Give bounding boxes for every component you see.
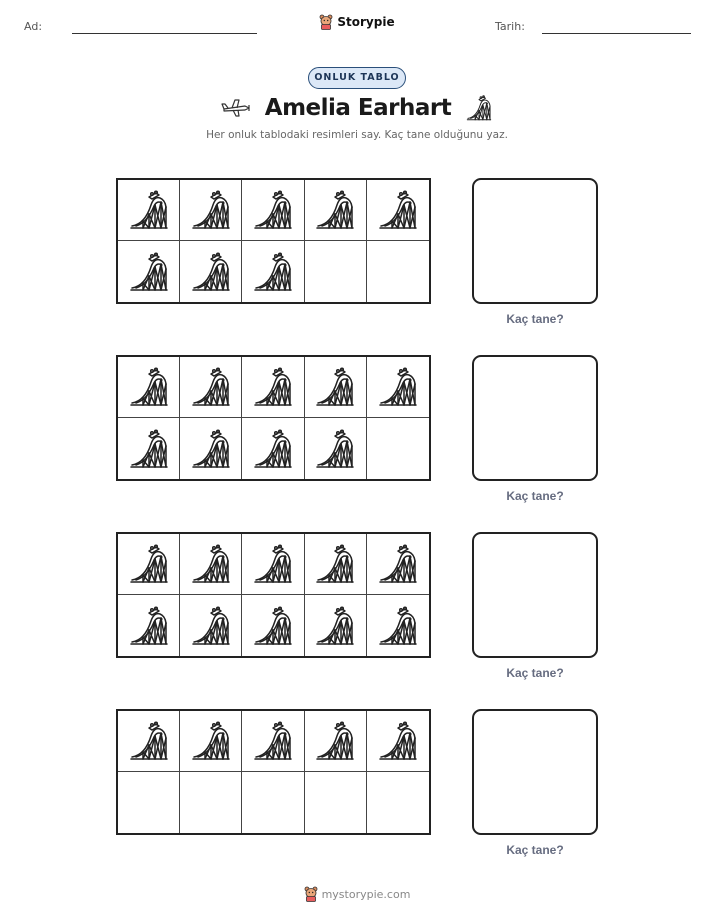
- roller-coaster-icon: [378, 721, 418, 761]
- bear-mascot-icon: [304, 886, 318, 902]
- ten-frame-cell: [180, 711, 242, 772]
- section-badge: ONLUK TABLO: [308, 67, 406, 89]
- ten-frame-3: [116, 532, 431, 658]
- ten-frame-cell: [305, 357, 367, 418]
- ten-frame-cell: [180, 595, 242, 656]
- roller-coaster-icon: [191, 252, 231, 292]
- ten-frame-cell: [305, 772, 367, 833]
- ten-frame-cell: [305, 418, 367, 479]
- name-label: Ad:: [24, 20, 43, 33]
- ten-frame-cell: [180, 772, 242, 833]
- ten-frame-4: [116, 709, 431, 835]
- ten-frame-cell: [305, 711, 367, 772]
- roller-coaster-icon: [191, 721, 231, 761]
- roller-coaster-icon: [191, 606, 231, 646]
- roller-coaster-icon: [253, 544, 293, 584]
- ten-frame-cell: [118, 357, 180, 418]
- ten-frame-cell: [305, 595, 367, 656]
- roller-coaster-icon: [191, 190, 231, 230]
- answer-box-2[interactable]: [472, 355, 598, 481]
- ten-frame-cell: [118, 772, 180, 833]
- ten-frame-cell: [367, 241, 429, 302]
- roller-coaster-icon: [378, 606, 418, 646]
- ten-frame-cell: [367, 595, 429, 656]
- ten-frame-cell: [242, 711, 304, 772]
- page-title: Amelia Earhart: [264, 95, 452, 121]
- roller-coaster-icon: [378, 544, 418, 584]
- ten-frame-cell: [305, 534, 367, 595]
- roller-coaster-icon: [253, 606, 293, 646]
- ten-frame-cell: [242, 180, 304, 241]
- answer-box-4[interactable]: [472, 709, 598, 835]
- ten-frame-cell: [242, 772, 304, 833]
- ten-frame-cell: [367, 418, 429, 479]
- ten-frame-cell: [180, 241, 242, 302]
- answer-box-3[interactable]: [472, 532, 598, 658]
- roller-coaster-icon: [129, 252, 169, 292]
- bear-mascot-icon: [319, 14, 333, 30]
- ten-frame-cell: [305, 180, 367, 241]
- ten-frame-cell: [180, 357, 242, 418]
- roller-coaster-icon: [129, 606, 169, 646]
- footer-url: mystorypie.com: [321, 887, 411, 901]
- ten-frame-cell: [180, 418, 242, 479]
- question-label-1: Kaç tane?: [506, 312, 564, 326]
- ten-frame-cell: [305, 241, 367, 302]
- question-label-3: Kaç tane?: [506, 666, 564, 680]
- ten-frame-cell: [242, 357, 304, 418]
- roller-coaster-icon: [378, 190, 418, 230]
- roller-coaster-icon: [191, 544, 231, 584]
- title-row: [0, 92, 714, 124]
- roller-coaster-icon: [315, 190, 355, 230]
- ten-frame-cell: [118, 418, 180, 479]
- ten-frame-cell: [242, 418, 304, 479]
- answer-box-1[interactable]: [472, 178, 598, 304]
- roller-coaster-icon: [191, 429, 231, 469]
- roller-coaster-icon: [315, 429, 355, 469]
- roller-coaster-icon: [129, 721, 169, 761]
- question-label-2: Kaç tane?: [506, 489, 564, 503]
- ten-frame-cell: [118, 241, 180, 302]
- ten-frame-cell: [180, 180, 242, 241]
- ten-frame-1: [116, 178, 431, 304]
- ten-frame-cell: [367, 534, 429, 595]
- ten-frame-cell: [242, 595, 304, 656]
- ten-frame-cell: [367, 711, 429, 772]
- ten-frame-cell: [367, 357, 429, 418]
- roller-coaster-icon: [253, 721, 293, 761]
- roller-coaster-icon: [315, 606, 355, 646]
- roller-coaster-icon: [129, 190, 169, 230]
- roller-coaster-icon: [191, 367, 231, 407]
- ten-frame-cell: [242, 534, 304, 595]
- ten-frame-2: [116, 355, 431, 481]
- roller-coaster-icon: [253, 429, 293, 469]
- roller-coaster-icon: [315, 367, 355, 407]
- roller-coaster-icon: [465, 95, 493, 121]
- ten-frame-cell: [118, 711, 180, 772]
- ten-frame-cell: [367, 772, 429, 833]
- ten-frame-cell: [118, 595, 180, 656]
- ten-frame-cell: [118, 534, 180, 595]
- footer: [0, 886, 714, 906]
- roller-coaster-icon: [378, 367, 418, 407]
- roller-coaster-icon: [129, 544, 169, 584]
- roller-coaster-icon: [129, 367, 169, 407]
- roller-coaster-icon: [253, 252, 293, 292]
- airplane-icon: [221, 97, 251, 119]
- ten-frame-cell: [242, 241, 304, 302]
- roller-coaster-icon: [129, 429, 169, 469]
- roller-coaster-icon: [315, 721, 355, 761]
- roller-coaster-icon: [253, 190, 293, 230]
- brand-name: Storypie: [337, 15, 395, 29]
- date-label: Tarih:: [495, 20, 525, 33]
- ten-frame-cell: [118, 180, 180, 241]
- roller-coaster-icon: [315, 544, 355, 584]
- ten-frame-cell: [367, 180, 429, 241]
- question-label-4: Kaç tane?: [506, 843, 564, 857]
- ten-frame-cell: [180, 534, 242, 595]
- brand-logo: [0, 14, 714, 34]
- instruction-text: Her onluk tablodaki resimleri say. Kaç tane olduğunu yaz.: [206, 129, 508, 141]
- roller-coaster-icon: [253, 367, 293, 407]
